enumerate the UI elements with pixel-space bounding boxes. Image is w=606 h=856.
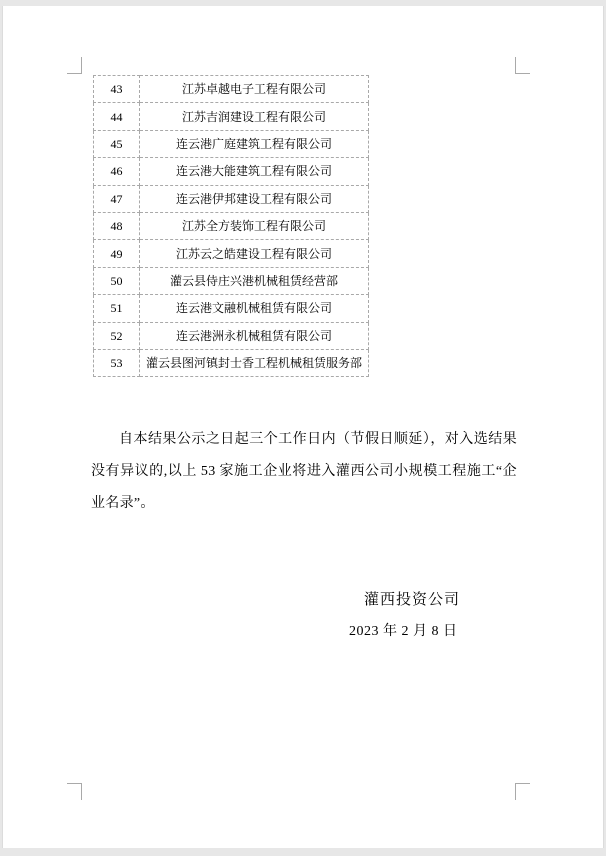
table-row	[94, 267, 369, 294]
table-row	[94, 212, 369, 239]
table-row	[94, 185, 369, 212]
row-number-cell: 47	[94, 185, 140, 212]
company-name-cell: 江苏全方装饰工程有限公司	[140, 212, 369, 239]
row-number-cell: 52	[94, 322, 140, 349]
paragraph-line-1: 自本结果公示之日起三个工作日内（节假日顺延），对入选结果	[119, 432, 517, 447]
document-page[interactable]	[2, 6, 604, 848]
table-row	[94, 76, 369, 103]
company-name-cell: 连云港伊邦建设工程有限公司	[140, 185, 369, 212]
row-number-cell: 45	[94, 130, 140, 157]
company-list-table	[93, 75, 369, 377]
margin-mark-bottom-left	[67, 783, 82, 800]
row-number-cell: 46	[94, 158, 140, 185]
table-row	[94, 322, 369, 349]
company-name-cell: 江苏吉润建设工程有限公司	[140, 103, 369, 130]
table-row	[94, 103, 369, 130]
margin-mark-top-left	[67, 57, 82, 74]
table-row	[94, 349, 369, 376]
table-row	[94, 158, 369, 185]
paragraph-line-3: 业名录”。	[91, 496, 155, 511]
row-number-cell: 49	[94, 240, 140, 267]
company-name-cell: 江苏卓越电子工程有限公司	[140, 76, 369, 103]
margin-mark-bottom-right	[515, 783, 530, 800]
company-name-cell: 连云港大能建筑工程有限公司	[140, 158, 369, 185]
row-number-cell: 44	[94, 103, 140, 130]
row-number-cell: 50	[94, 267, 140, 294]
paragraph-line-2: 没有异议的,以上 53 家施工企业将进入灌西公司小规模工程施工“企	[91, 464, 517, 479]
signature-date: 2023 年 2 月 8 日	[349, 624, 458, 639]
margin-mark-top-right	[515, 57, 530, 74]
row-number-cell: 51	[94, 295, 140, 322]
company-name-cell: 连云港广庭建筑工程有限公司	[140, 130, 369, 157]
company-name-cell: 连云港文融机械租赁有限公司	[140, 295, 369, 322]
company-name-cell: 灌云县图河镇封士香工程机械租赁服务部	[140, 349, 369, 376]
signature-company: 灌西投资公司	[364, 592, 461, 608]
table-row	[94, 295, 369, 322]
row-number-cell: 43	[94, 76, 140, 103]
row-number-cell: 48	[94, 212, 140, 239]
company-name-cell: 江苏云之皓建设工程有限公司	[140, 240, 369, 267]
table-row	[94, 130, 369, 157]
row-number-cell: 53	[94, 349, 140, 376]
table-row	[94, 240, 369, 267]
company-name-cell: 连云港洲永机械租赁有限公司	[140, 322, 369, 349]
company-name-cell: 灌云县侍庄兴港机械租赁经营部	[140, 267, 369, 294]
announcement-paragraph	[91, 424, 517, 520]
